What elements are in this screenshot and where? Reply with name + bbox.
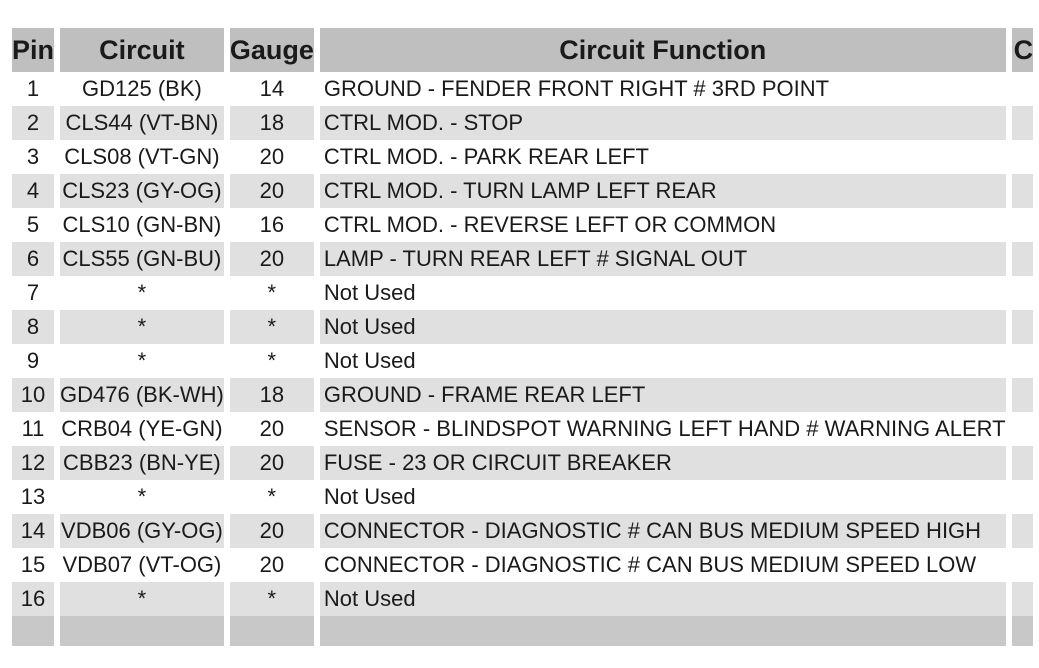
table-row <box>12 174 1033 208</box>
gauge-cell: * <box>267 484 277 509</box>
table-row <box>12 106 1033 140</box>
truncated-header: C <box>1012 28 1034 72</box>
circuit-function-cell: CONNECTOR - DIAGNOSTIC # CAN BUS MEDIUM SPEED LOW <box>323 552 977 577</box>
truncated-cell <box>1012 480 1034 514</box>
circuit-cell: CLS10 (GN-BN) <box>62 212 222 237</box>
gauge-cell: 16 <box>259 212 285 237</box>
circuit-cell: GD125 (BK) <box>82 76 202 101</box>
gauge-cell: 20 <box>259 144 285 169</box>
truncated-cell <box>1012 276 1034 310</box>
gauge-header: Gauge <box>230 28 314 72</box>
circuit-cell: CLS08 (VT-GN) <box>64 144 220 169</box>
footer-cell <box>320 616 1006 646</box>
truncated-cell <box>1012 378 1034 412</box>
truncated-cell <box>1012 310 1034 344</box>
circuit-function-cell: CTRL MOD. - PARK REAR LEFT <box>323 144 649 169</box>
circuit-function-cell: GROUND - FRAME REAR LEFT <box>320 378 1006 412</box>
circuit-function-cell: Not Used <box>323 484 416 509</box>
truncated-cell <box>1012 514 1034 548</box>
pin-cell: 13 <box>20 484 46 509</box>
pin-cell: 9 <box>26 348 40 373</box>
circuit-function-cell: Not Used <box>323 280 416 305</box>
circuit-function-cell: FUSE - 23 OR CIRCUIT BREAKER <box>320 446 1006 480</box>
table-row <box>12 140 1033 174</box>
pin-cell: 12 <box>12 446 54 480</box>
gauge-cell: 14 <box>259 76 285 101</box>
pin-cell: 8 <box>12 310 54 344</box>
circuit-function-cell: Not Used <box>320 310 1006 344</box>
pin-cell: 7 <box>26 280 40 305</box>
circuit-function-cell: Not Used <box>320 582 1006 616</box>
circuit-header: Circuit <box>60 28 224 72</box>
footer-cell <box>1012 616 1034 646</box>
table-row <box>12 446 1033 480</box>
circuit-cell: CLS55 (GN-BU) <box>60 242 224 276</box>
circuit-function-cell: SENSOR - BLINDSPOT WARNING LEFT HAND # WARNING ALERT <box>323 416 1006 441</box>
gauge-cell: * <box>230 310 314 344</box>
circuit-cell: CRB04 (YE-GN) <box>61 416 223 441</box>
pin-cell: 3 <box>26 144 40 169</box>
table-footer-row <box>12 616 1033 646</box>
table-row <box>12 548 1033 582</box>
footer-cell <box>60 616 224 646</box>
pin-cell: 11 <box>21 416 45 441</box>
table-row <box>12 72 1033 106</box>
gauge-cell: 20 <box>259 416 285 441</box>
gauge-cell: 20 <box>230 514 314 548</box>
gauge-cell: 20 <box>230 242 314 276</box>
pin-cell: 1 <box>26 76 40 101</box>
circuit-function-cell: LAMP - TURN REAR LEFT # SIGNAL OUT <box>320 242 1006 276</box>
table-body <box>12 72 1033 646</box>
pin-cell: 6 <box>12 242 54 276</box>
table-row <box>12 412 1033 446</box>
table-row <box>12 276 1033 310</box>
footer-cell <box>230 616 314 646</box>
truncated-cell <box>1012 242 1034 276</box>
circuit-cell: GD476 (BK-WH) <box>60 378 224 412</box>
circuit-cell: * <box>60 310 224 344</box>
table-row <box>12 480 1033 514</box>
circuit-function-cell: CTRL MOD. - STOP <box>320 106 1006 140</box>
truncated-cell <box>1012 72 1034 106</box>
gauge-cell: * <box>267 348 277 373</box>
circuit-cell: CBB23 (BN-YE) <box>60 446 224 480</box>
table-header-row <box>12 28 1033 72</box>
circuit-function-cell: CONNECTOR - DIAGNOSTIC # CAN BUS MEDIUM SPEED HIGH <box>320 514 1006 548</box>
gauge-cell: * <box>230 582 314 616</box>
pin-cell: 16 <box>12 582 54 616</box>
truncated-cell <box>1012 106 1034 140</box>
table-row <box>12 378 1033 412</box>
gauge-cell: 20 <box>230 446 314 480</box>
truncated-cell <box>1012 548 1034 582</box>
table-row <box>12 344 1033 378</box>
pin-cell: 14 <box>12 514 54 548</box>
gauge-cell: 20 <box>259 552 285 577</box>
truncated-cell <box>1012 344 1034 378</box>
pin-cell: 10 <box>12 378 54 412</box>
circuit-cell: * <box>137 348 147 373</box>
circuit-cell: * <box>137 280 147 305</box>
gauge-cell: 18 <box>230 378 314 412</box>
circuit-cell: VDB07 (VT-OG) <box>62 552 222 577</box>
truncated-cell <box>1012 208 1034 242</box>
truncated-cell <box>1012 174 1034 208</box>
circuit-cell: VDB06 (GY-OG) <box>60 514 224 548</box>
truncated-cell <box>1012 412 1034 446</box>
pin-cell: 2 <box>12 106 54 140</box>
circuit-function-header: Circuit Function <box>320 28 1006 72</box>
gauge-cell: * <box>267 280 277 305</box>
table-row <box>12 310 1033 344</box>
circuit-function-cell: CTRL MOD. - REVERSE LEFT OR COMMON <box>323 212 777 237</box>
circuit-cell: CLS23 (GY-OG) <box>60 174 224 208</box>
footer-cell <box>12 616 54 646</box>
pin-cell: 15 <box>20 552 46 577</box>
truncated-cell <box>1012 140 1034 174</box>
circuit-cell: * <box>60 582 224 616</box>
table-row <box>12 514 1033 548</box>
pin-header: Pin <box>12 28 54 72</box>
circuit-function-cell: Not Used <box>323 348 416 373</box>
circuit-cell: CLS44 (VT-BN) <box>60 106 224 140</box>
circuit-function-cell: CTRL MOD. - TURN LAMP LEFT REAR <box>320 174 1006 208</box>
truncated-cell <box>1012 446 1034 480</box>
pin-cell: 4 <box>12 174 54 208</box>
circuit-function-cell: GROUND - FENDER FRONT RIGHT # 3RD POINT <box>323 76 830 101</box>
gauge-cell: 18 <box>230 106 314 140</box>
truncated-cell <box>1012 582 1034 616</box>
circuit-cell: * <box>137 484 147 509</box>
connector-pinout-table <box>6 28 1039 646</box>
table-row <box>12 582 1033 616</box>
table-row <box>12 242 1033 276</box>
table-row <box>12 208 1033 242</box>
pin-cell: 5 <box>26 212 40 237</box>
gauge-cell: 20 <box>230 174 314 208</box>
